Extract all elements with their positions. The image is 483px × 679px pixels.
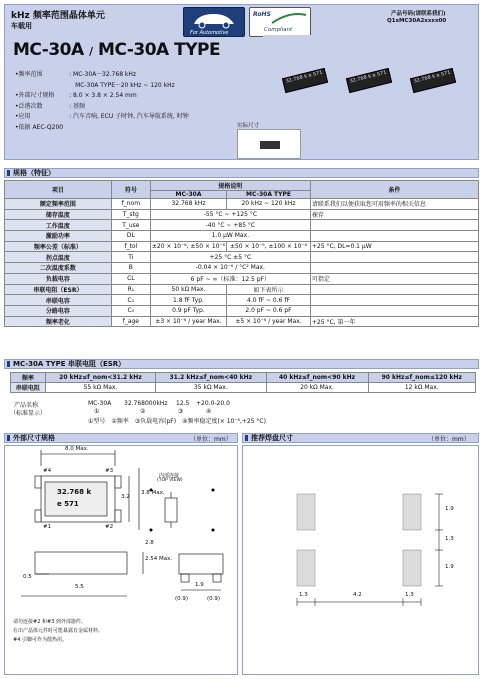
- table-row: [5, 305, 479, 316]
- outline-drawing: [4, 445, 238, 675]
- spec-symbol: T_use: [111, 220, 150, 231]
- spec-item: 串联电阻（ESR）: [5, 284, 112, 295]
- esr-cell: 20 kΩ Max.: [266, 383, 368, 393]
- feature-label: •泛谐次数: [15, 102, 43, 110]
- col-symbol: 符号: [111, 181, 150, 199]
- fp-h2: 1.9: [445, 564, 454, 570]
- spec-symbol: C₁: [111, 295, 150, 306]
- esr-col: 40 kHz≤f_nom<90 kHz: [266, 373, 368, 383]
- ordering-label1: 产品名称: [14, 402, 39, 409]
- esr-col: 90 kHz≤f_nom≤120 kHz: [368, 373, 475, 383]
- rohs-logo-main: RoHS: [253, 11, 271, 18]
- feature-row: [13, 82, 191, 91]
- top-view-label: (TOP VIEW): [157, 478, 183, 483]
- table-row: [5, 273, 479, 284]
- crystal-chip-image: 32.768 k e 571: [410, 68, 456, 93]
- feature-label: •依据 AEC-Q200: [15, 123, 64, 131]
- feature-row: [13, 92, 191, 101]
- table-row: [5, 252, 479, 263]
- pin-label: #1: [43, 524, 52, 530]
- spec-item: 激励功率: [5, 231, 112, 242]
- ordering-label2: （标准显示）: [10, 410, 47, 417]
- spec-symbol: CL: [111, 273, 150, 284]
- ordering-code-1: MC-30A: [88, 400, 112, 407]
- esr-col: 31.2 kHz≤f_nom<40 kHz: [156, 373, 266, 383]
- header-panel: [4, 4, 479, 160]
- product-no-label: 产品号码(请联系我们): [391, 11, 446, 17]
- pin-label: #3: [105, 468, 114, 474]
- automotive-logo-text: For Automotive: [190, 30, 229, 36]
- spec-item: 频率公差（标准）: [5, 241, 112, 252]
- dim-t5: (0.9): [207, 596, 221, 602]
- table-row: [11, 383, 476, 393]
- spec-ab: -0.04 × 10⁻⁶ / °C² Max.: [150, 263, 310, 274]
- feature-row: [13, 71, 191, 80]
- spec-ab: 1.0 μW Max.: [150, 231, 310, 242]
- table-row: [5, 231, 479, 242]
- table-row: [5, 241, 479, 252]
- spec-cond: 裸存: [310, 209, 478, 220]
- ordering-code-4: +20.0-20.0: [196, 400, 230, 407]
- dim-t4: (0.9): [175, 596, 189, 602]
- spec-a: ±20 × 10⁻⁶, ±50 × 10⁻⁶: [151, 243, 226, 251]
- spec-b: 20 kHz ~ 120 kHz: [227, 199, 311, 210]
- spec-cond: [310, 284, 478, 295]
- chip-marking-line1: 32.768 k: [57, 488, 92, 496]
- feature-label: •外部尺寸规格: [15, 92, 55, 100]
- fp-w2: 1.3: [405, 592, 414, 598]
- spec-symbol: DL: [111, 231, 150, 242]
- ordering-code-2: 32.768000kHz: [124, 400, 168, 407]
- title-b: MC-30A TYPE: [98, 40, 221, 60]
- feature-list: [11, 69, 193, 135]
- spec-cond: 可指定: [310, 273, 478, 284]
- footprint-drawing: [242, 445, 479, 675]
- col-cond: 条件: [310, 181, 478, 199]
- spec-b: 2.0 pF ~ 0.6 pF: [227, 305, 311, 316]
- note-3: #4 引脚可作为散热用。: [13, 637, 67, 643]
- spec-item: 分路电容: [5, 305, 112, 316]
- spec-symbol: f_tol: [111, 241, 150, 252]
- spec-item: 拐点温度: [5, 252, 112, 263]
- title-sep: /: [89, 45, 93, 58]
- fp-mid: 4.2: [353, 592, 362, 598]
- esr-section-header: MC-30A TYPE 串联电阻（ESR）: [4, 359, 479, 369]
- spec-symbol: Ti: [111, 252, 150, 263]
- spec-ab: 6 pF ~ ∞（标准：12.5 pF）: [150, 273, 310, 284]
- esr-header-row: [11, 373, 476, 383]
- dim-p2: 5.5: [75, 584, 84, 590]
- spec-b: ±5 × 10⁻⁶ / year Max.: [227, 316, 311, 327]
- spec-a: 50 kΩ Max.: [150, 284, 226, 295]
- spec-item: 储存温度: [5, 209, 112, 220]
- note-2: 在出产晶体元件时可能暴露有金属材料。: [13, 628, 104, 634]
- spec-b: 如下表所示: [227, 284, 311, 295]
- spec-item: 串联电容: [5, 295, 112, 306]
- ordering-num-1: ①: [94, 408, 100, 415]
- fp-h1: 1.9: [445, 506, 454, 512]
- esr-cell: 55 kΩ Max.: [45, 383, 155, 393]
- outline-section-header: 外部尺寸规格: [4, 433, 238, 443]
- header-line2: 车载用: [11, 22, 32, 30]
- esr-cell: 串联电阻: [11, 383, 46, 393]
- automotive-logo: [183, 7, 245, 37]
- spec-ab: -55 °C ~ +125 °C: [150, 209, 310, 220]
- title-a: MC-30A: [13, 40, 84, 60]
- spec-symbol: T_stg: [111, 209, 150, 220]
- table-row: [5, 209, 479, 220]
- feature-row: [13, 113, 191, 122]
- dim-width: 8.0 Max.: [65, 446, 89, 452]
- feature-label: [13, 82, 65, 91]
- feature-value: : 基频: [69, 102, 86, 110]
- ordering-code-3: 12.5: [176, 400, 190, 407]
- feature-value: : 汽车音响, ECU 子时钟, 汽车导航系统, 时钟: [69, 113, 189, 121]
- col-item: 项目: [5, 181, 112, 199]
- spec-cond: [310, 220, 478, 231]
- spec-cond: [310, 305, 478, 316]
- table-row: [5, 295, 479, 306]
- table-row: [5, 199, 479, 210]
- feature-label: •频率范围: [15, 71, 43, 78]
- spec-section-header: 规格（特征）: [4, 168, 479, 178]
- crystal-chip-image: 32.768 k e 571: [282, 68, 328, 93]
- fp-gap: 1.3: [445, 536, 454, 542]
- swoosh-icon: [270, 11, 308, 25]
- feature-label: •应用: [15, 113, 31, 121]
- col-spec: 规格说明: [150, 181, 310, 191]
- col-mc30a-type: MC-30A TYPE: [227, 191, 311, 199]
- footprint-unit: （单位：mm）: [428, 436, 470, 443]
- spec-cond: [310, 295, 478, 306]
- spec-a: 1.8 fF Typ.: [150, 295, 226, 306]
- inner-connection-label: 内部连接: [159, 473, 180, 479]
- spec-symbol: f_nom: [111, 199, 150, 210]
- esr-col: 20 kHz≤f_nom<31.2 kHz: [45, 373, 155, 383]
- spec-item: 频率老化: [5, 316, 112, 327]
- dim-t2: 2.8: [145, 540, 154, 546]
- rohs-logo-sub: Compliant: [264, 27, 293, 33]
- spec-ab: +25 °C ±5 °C: [150, 252, 310, 263]
- spec-symbol: B: [111, 263, 150, 274]
- feature-row: [13, 103, 191, 112]
- feature-value: : 8.0 × 3.8 × 2.54 mm: [69, 92, 137, 100]
- spec-header-row: [5, 181, 479, 191]
- header-line1: kHz 频率范围晶体单元: [11, 11, 105, 21]
- product-no: Q1xMC30A2xxxx00: [387, 18, 447, 24]
- spec-item: 工作温度: [5, 220, 112, 231]
- spec-b: 4.0 fF ~ 0.6 fF: [227, 295, 311, 306]
- dim-p1: 0.5: [23, 574, 32, 580]
- ordering-num-4: ④: [206, 408, 212, 415]
- ordering-num-2: ②: [140, 408, 146, 415]
- actual-size-box: [237, 129, 301, 159]
- dim-t3: 1.9: [195, 582, 204, 588]
- page-title: [13, 40, 220, 60]
- car-icon: [184, 8, 244, 30]
- photo-label: 实际尺寸: [237, 123, 260, 129]
- spec-cond: +25 °C, 第一年: [310, 316, 478, 327]
- feature-value: : MC-30A···32.768 kHz: [69, 71, 137, 78]
- spec-a: ±3 × 10⁻⁶ / year Max.: [150, 316, 226, 327]
- feature-value: MC-30A TYPE···20 kHz ~ 120 kHz: [75, 81, 175, 89]
- table-row: [5, 263, 479, 274]
- note-1: 请勿连接#2 和#3 到外部器件。: [13, 619, 86, 625]
- ordering-num-3: ③: [178, 408, 184, 415]
- product-photo: [263, 35, 471, 123]
- col-mc30a: MC-30A: [150, 191, 226, 199]
- feature-value: [67, 124, 191, 133]
- footprint-svg: [243, 446, 478, 674]
- esr-table: [10, 372, 476, 393]
- ordering-desc: ①型号 ②频率 ③负载电容(pF) ④频率稳定度(× 10⁻⁶,+25 °C): [88, 418, 266, 425]
- esr-cell: 12 kΩ Max.: [368, 383, 475, 393]
- spec-item: 额定频率范围: [5, 199, 112, 210]
- crystal-chip-image: 32.768 k e 571: [346, 68, 392, 93]
- spec-cond: [310, 252, 478, 263]
- table-row: [5, 316, 479, 327]
- table-row: [5, 220, 479, 231]
- spec-cond: +25 °C, DL=0.1 μW: [310, 241, 478, 252]
- spec-symbol: R₁: [111, 284, 150, 295]
- table-row: [5, 284, 479, 295]
- chip-marking-line2: e 571: [57, 500, 79, 508]
- pin-label: #2: [105, 524, 114, 530]
- dim-t1: 2.54 Max.: [145, 556, 173, 562]
- spec-table: [4, 180, 479, 327]
- spec-b: ±50 × 10⁻⁶, ±100 × 10⁻⁶: [227, 241, 311, 252]
- esr-cell: 35 kΩ Max.: [156, 383, 266, 393]
- spec-item: 负载电容: [5, 273, 112, 284]
- esr-col: 频率: [11, 373, 46, 383]
- feature-row: [13, 124, 191, 133]
- spec-cond: [310, 263, 478, 274]
- footprint-section-header: 推荐焊盘尺寸: [242, 433, 479, 443]
- outline-unit: （单位：mm）: [190, 436, 232, 443]
- dim-height: 3.2: [121, 494, 130, 500]
- spec-cond: 请联系我们以便获取您可用频率的相关信息: [310, 199, 478, 210]
- spec-symbol: C₀: [111, 305, 150, 316]
- pin-label: #4: [43, 468, 52, 474]
- spec-cond: [310, 231, 478, 242]
- actual-size-chip: [260, 141, 280, 149]
- dim-height2: 3.8 Max.: [141, 490, 165, 496]
- spec-a: 0.9 pF Typ.: [150, 305, 226, 316]
- fp-w1: 1.3: [299, 592, 308, 598]
- rohs-logo: [249, 7, 311, 37]
- spec-symbol: f_age: [111, 316, 150, 327]
- spec-a: 32.768 kHz: [150, 199, 226, 210]
- spec-ab: -40 °C ~ +85 °C: [150, 220, 310, 231]
- spec-item: 二次温度系数: [5, 263, 112, 274]
